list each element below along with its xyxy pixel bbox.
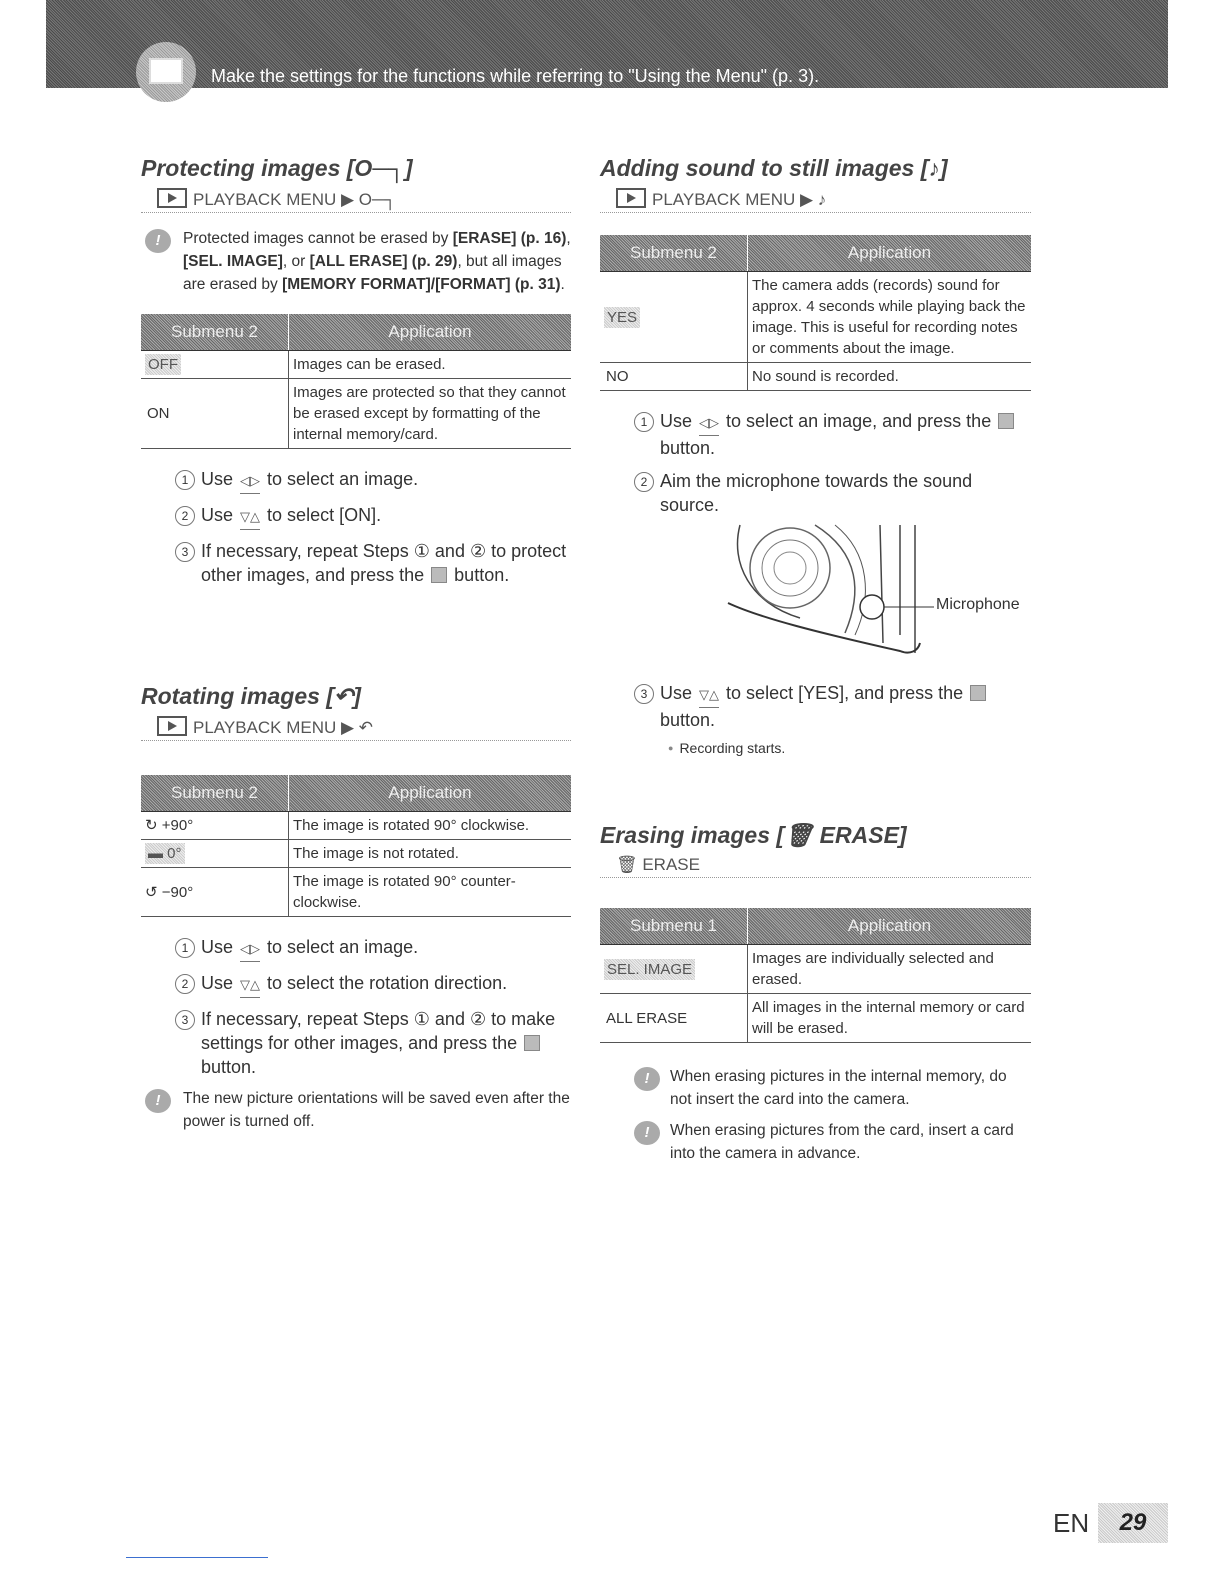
erase-table	[600, 908, 1031, 1043]
caution-icon: !	[634, 1067, 660, 1091]
protect-note: ! Protected images cannot be erased by [ERASE] (p. 16), [SEL. IMAGE], or [ALL ERASE] (p. 29), but all images are erased by [MEMORY FORMAT]/[FORMAT] (p. 31).	[141, 227, 571, 296]
step-3: 3 If necessary, repeat Steps ① and ② to protect other images, and press the button.	[141, 539, 571, 587]
caution-icon: !	[145, 229, 171, 253]
step-2: 2 Aim the microphone towards the sound source.	[600, 469, 1031, 517]
protect-table	[141, 314, 571, 449]
microphone-label: Microphone	[936, 596, 1020, 613]
banner-text: Make the settings for the functions while referring to "Using the Menu" (p. 3).	[211, 66, 820, 86]
table-row: NO No sound is recorded.	[600, 363, 1031, 391]
table-row: ON Images are protected so that they cannot be erased except by formatting of the internal memory/card.	[141, 379, 571, 449]
default-option: YES	[604, 307, 640, 328]
left-right-arrows-icon: ◁▷	[240, 469, 260, 494]
camera-illustration	[600, 523, 1031, 665]
page-number: 29	[1098, 1503, 1168, 1543]
erase-section	[600, 822, 1031, 1165]
erase-note-2: ! When erasing pictures from the card, insert a card into the camera in advance.	[600, 1119, 1031, 1165]
ok-button-icon	[970, 685, 986, 701]
table-header: Submenu 2	[141, 775, 289, 812]
table-header: Application	[748, 908, 1032, 945]
table-header: Application	[289, 314, 572, 351]
default-option: SEL. IMAGE	[604, 959, 695, 980]
erase-note-1: ! When erasing pictures in the internal memory, do not insert the card into the camera.	[600, 1065, 1031, 1111]
step-3: 3 If necessary, repeat Steps ① and ② to make settings for other images, and press the button.	[141, 1007, 571, 1079]
table-row: ALL ERASE All images in the internal memory or card will be erased.	[600, 994, 1031, 1043]
no-rotate-icon: ▬	[148, 845, 163, 862]
table-row: ▬ 0° The image is not rotated.	[141, 840, 571, 868]
sound-menu-path: PLAYBACK MENU ▶ ♪	[600, 182, 1031, 213]
sound-section	[600, 155, 1031, 756]
table-header: Submenu 2	[141, 314, 289, 351]
step-2: 2 Use ▽△ to select [ON].	[141, 503, 571, 530]
erase-title: Erasing images [🗑 ERASE]	[600, 822, 907, 848]
rotate-section	[141, 683, 571, 1133]
rotate-menu-path: PLAYBACK MENU ▶ ↶	[141, 710, 571, 741]
rotate-note: ! The new picture orientations will be saved even after the power is turned off.	[141, 1087, 571, 1133]
default-option: OFF	[145, 354, 181, 375]
playback-icon	[616, 188, 646, 208]
trash-icon: 🗑	[784, 822, 814, 848]
table-row: SEL. IMAGE Images are individually selected and erased.	[600, 945, 1031, 994]
up-down-arrows-icon: ▽△	[240, 973, 260, 998]
table-row: YES The camera adds (records) sound for approx. 4 seconds while playing back the image. This is useful for recording notes or comments about the image.	[600, 272, 1031, 363]
rotate-ccw-icon: ↺	[145, 883, 158, 901]
table-header: Submenu 2	[600, 235, 748, 272]
rotate-table	[141, 775, 571, 917]
protect-menu-path: PLAYBACK MENU ▶ O─┐	[141, 182, 571, 213]
step-1: 1 Use ◁▷ to select an image.	[141, 467, 571, 494]
rotate-title: Rotating images [↶]	[141, 683, 361, 709]
table-row: OFF Images can be erased.	[141, 351, 571, 379]
ok-button-icon	[431, 567, 447, 583]
step-1: 1 Use ◁▷ to select an image, and press the button.	[600, 409, 1031, 460]
footer-divider	[126, 1557, 268, 1558]
sound-title: Adding sound to still images [♪]	[600, 155, 948, 181]
caution-icon: !	[634, 1121, 660, 1145]
table-header: Application	[748, 235, 1032, 272]
language-label: EN	[1053, 1508, 1090, 1538]
step-3: 3 Use ▽△ to select [YES], and press the button.	[600, 681, 1031, 732]
trash-icon: 🗑	[616, 855, 638, 874]
up-down-arrows-icon: ▽△	[699, 683, 719, 708]
playback-icon	[157, 716, 187, 736]
microphone-figure	[600, 523, 1031, 665]
rotate-cw-icon: ↻	[145, 817, 158, 834]
playback-icon	[157, 188, 187, 208]
table-header: Application	[289, 775, 572, 812]
protect-title: Protecting images [O─┐]	[141, 155, 413, 181]
step-2: 2 Use ▽△ to select the rotation direction.	[141, 971, 571, 998]
recording-bullet: ● Recording starts.	[600, 740, 1031, 756]
erase-menu-path: 🗑 ERASE	[600, 849, 1031, 878]
caution-icon: !	[145, 1089, 171, 1113]
ok-button-icon	[524, 1035, 540, 1051]
protect-section	[141, 155, 571, 587]
step-1: 1 Use ◁▷ to select an image.	[141, 935, 571, 962]
left-right-arrows-icon: ◁▷	[240, 937, 260, 962]
ok-button-icon	[998, 413, 1014, 429]
table-row: ↻ +90° The image is rotated 90° clockwise.	[141, 812, 571, 840]
table-row: ↺ −90° The image is rotated 90° counter-clockwise.	[141, 868, 571, 917]
menu-icon	[149, 58, 183, 84]
up-down-arrows-icon: ▽△	[240, 505, 260, 530]
default-option: ▬ 0°	[145, 843, 185, 864]
table-header: Submenu 1	[600, 908, 748, 945]
left-right-arrows-icon: ◁▷	[699, 411, 719, 436]
sound-table	[600, 235, 1031, 391]
microphone-marker	[860, 595, 884, 619]
